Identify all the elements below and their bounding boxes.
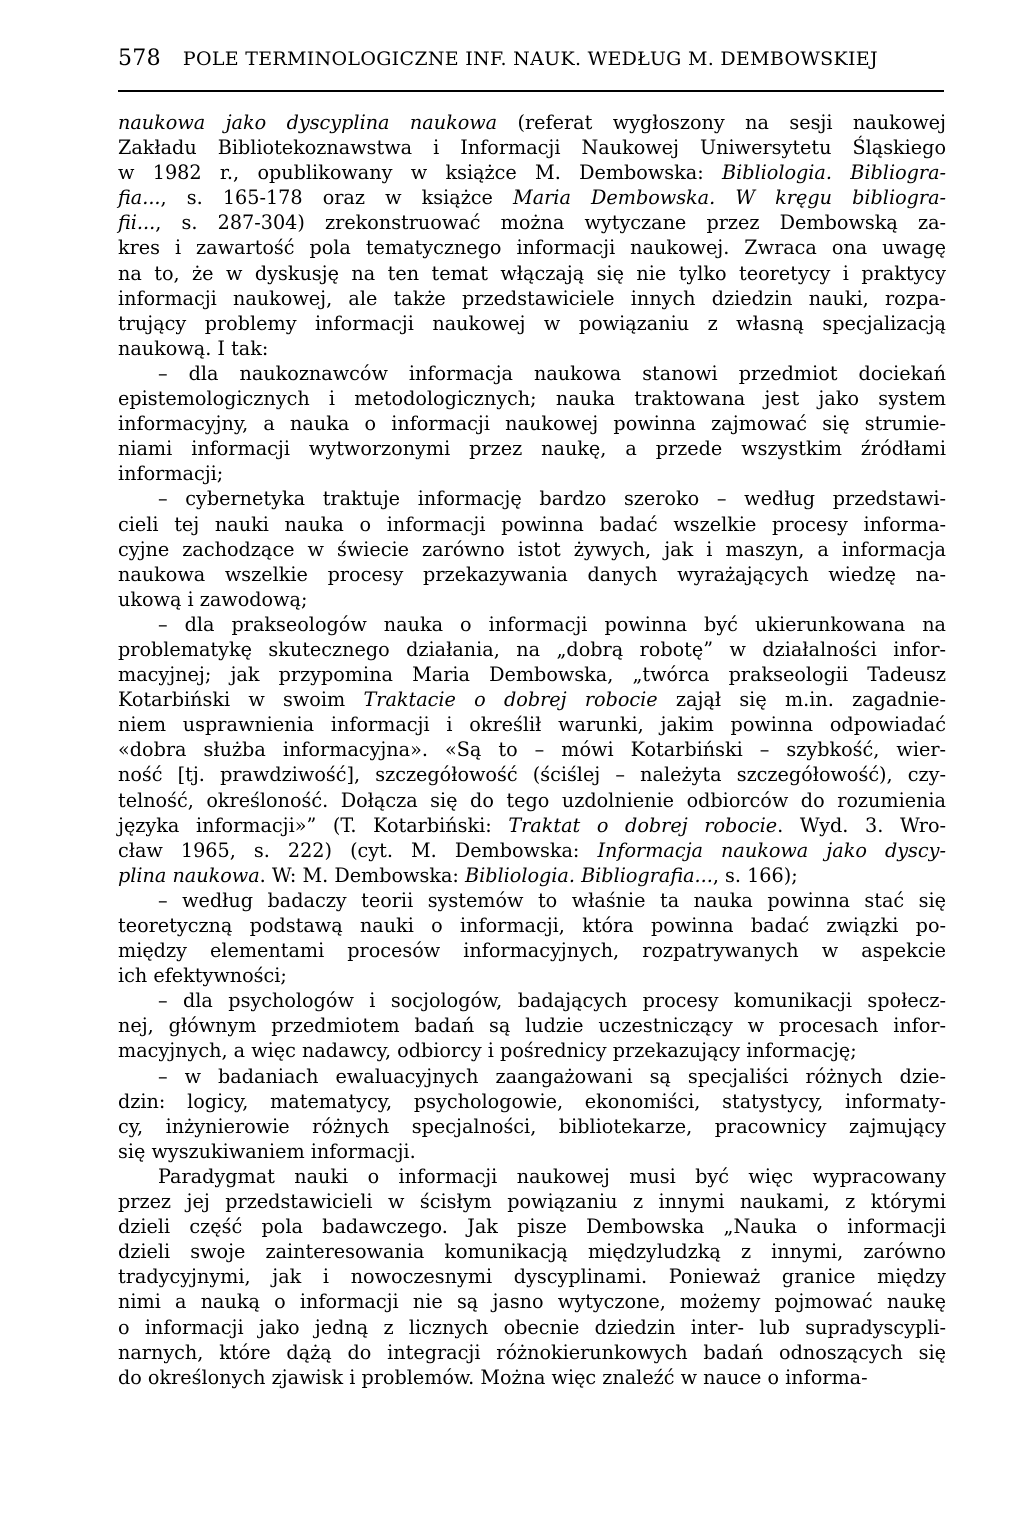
text-segment: (referat wygłoszony na sesji naukowej: [497, 111, 946, 134]
italic-text: naukowa jako dyscyplina naukowa: [118, 111, 498, 134]
text-segment: . W: M. Dembowska:: [259, 863, 465, 887]
body-text: [118, 110, 946, 1390]
text-line: [118, 110, 946, 135]
text-segment: – dla naukoznawców informacja naukowa stanowi przedmiot dociekań: [158, 361, 946, 385]
text-line: [118, 512, 946, 537]
text-line: [118, 1289, 946, 1314]
text-line: [118, 386, 946, 411]
text-line: [118, 286, 946, 311]
text-segment: «dobra służba informacyjna». «Są to – mówi Kotarbiński – szybkość, wier-: [118, 738, 946, 762]
text-line: [118, 762, 946, 787]
text-line: [118, 185, 946, 210]
italic-text: Bibliologia. Bibliografia...: [464, 863, 713, 887]
text-segment: dzin: logicy, matematycy, psychologowie, ekonomiści, statystycy, informaty-: [118, 1089, 946, 1113]
text-line: [118, 788, 946, 813]
text-line: [118, 963, 946, 988]
text-line: [118, 687, 946, 712]
text-segment: problematykę skutecznego działania, na „dobrą robotę” w działalności infor-: [118, 637, 946, 661]
text-line: [118, 1189, 946, 1214]
text-line: [118, 160, 946, 185]
text-segment: na to, że w dyskusję na ten temat włączają się nie tylko teoretycy i praktycy: [118, 261, 946, 285]
text-segment: niami informacji wytworzonymi przez naukę, a przede wszystkim źródłami: [118, 437, 946, 461]
italic-text: plina naukowa: [118, 863, 260, 887]
text-line: [118, 1239, 946, 1264]
text-line: [118, 537, 946, 562]
text-segment: macyjnych, a więc nadawcy, odbiorcy i pośrednicy przekazujący informację;: [118, 1039, 857, 1063]
text-segment: zajął się m.in. zagadnie-: [657, 688, 946, 712]
text-segment: . Wyd. 3. Wro-: [777, 813, 947, 837]
text-line: [118, 612, 946, 637]
text-segment: macyjnej; jak przypomina Maria Dembowska, „twórca prakseologii Tadeusz: [118, 663, 946, 687]
text-segment: dzieli część pola badawczego. Jak pisze Dembowska „Nauka o informacji: [118, 1215, 946, 1239]
text-segment: tradycyjnymi, jak i nowoczesnymi dyscyplinami. Ponieważ granice między: [118, 1265, 946, 1289]
text-segment: cieli tej nauki nauka o informacji powinna badać wszelkie procesy informa-: [118, 512, 946, 536]
text-segment: – dla prakseologów nauka o informacji powinna być ukierunkowana na: [158, 612, 946, 636]
header-rule: [118, 90, 944, 92]
text-segment: informacji naukowej, ale także przedstawiciele innych dziedzin nauki, rozpa-: [118, 286, 946, 310]
text-line: [118, 436, 946, 461]
text-segment: języka informacji»” (T. Kotarbiński:: [118, 813, 509, 837]
italic-text: Traktacie o dobrej robocie: [363, 688, 658, 712]
italic-text: fia...: [118, 186, 161, 210]
italic-text: Maria Dembowska. W kręgu bibliogra-: [513, 186, 947, 210]
text-segment: ukową i zawodową;: [118, 587, 308, 611]
text-line: [118, 1013, 946, 1038]
running-header: [118, 46, 944, 80]
text-line: [118, 1139, 946, 1164]
running-title: POLE TERMINOLOGICZNE INF. NAUK. WEDŁUG M. DEMBOWSKIEJ: [182, 48, 878, 70]
text-segment: Kotarbiński w swoim: [118, 688, 364, 712]
text-line: [118, 637, 946, 662]
text-line: [118, 888, 946, 913]
italic-text: Traktat o dobrej robocie: [508, 813, 778, 837]
text-segment: cyjne zachodzące w świecie zarówno istot żywych, jak i maszyn, a informacja: [118, 537, 946, 561]
text-segment: – dla psychologów i socjologów, badających procesy komunikacji społecz-: [158, 989, 946, 1013]
text-segment: niem usprawnienia informacji i określił warunki, jakim powinna odpowiadać: [118, 713, 946, 737]
text-segment: narnych, które dążą do integracji różnokierunkowych badań odnoszących się: [118, 1340, 946, 1364]
text-line: [118, 838, 946, 863]
text-segment: teoretyczną podstawą nauki o informacji, która powinna badać związki po-: [118, 914, 946, 937]
text-line: [118, 1340, 946, 1365]
text-line: [118, 235, 946, 260]
text-line: [118, 261, 946, 286]
text-segment: – według badaczy teorii systemów to właśnie ta nauka powinna stać się: [158, 888, 946, 912]
text-segment: w 1982 r., opublikowany w książce M. Dembowska:: [118, 161, 722, 185]
text-line: [118, 813, 946, 838]
text-segment: cław 1965, s. 222) (cyt. M. Dembowska:: [118, 838, 598, 862]
text-line: [118, 938, 946, 963]
text-line: [118, 737, 946, 762]
text-segment: Zakładu Bibliotekoznawstwa i Informacji Naukowej Uniwersytetu Śląskiego: [118, 136, 946, 160]
text-line: [118, 662, 946, 687]
text-segment: – cybernetyka traktuje informację bardzo szeroko – według przedstawi-: [158, 487, 946, 511]
text-segment: trujący problemy informacji naukowej w powiązaniu z własną specjalizacją: [118, 311, 946, 335]
italic-text: Bibliologia. Bibliogra-: [721, 161, 947, 185]
text-line: [118, 1315, 946, 1340]
text-segment: się wyszukiwaniem informacji.: [118, 1139, 416, 1163]
text-segment: telność, określoność. Dołącza się do tego uzdolnienie odbiorców do rozumienia: [118, 788, 946, 812]
text-segment: nimi a nauką o informacji nie są jasno wytyczone, możemy pojmować naukę: [118, 1290, 946, 1314]
text-segment: informacji;: [118, 462, 224, 486]
text-line: [118, 913, 946, 938]
text-line: [118, 1089, 946, 1114]
text-segment: naukową. I tak:: [118, 336, 269, 360]
text-line: [118, 1064, 946, 1089]
text-segment: , s. 165-178 oraz w książce: [160, 186, 514, 210]
text-segment: między elementami procesów informacyjnych, rozpatrywanych w aspekcie: [118, 939, 946, 963]
text-segment: dzieli swoje zainteresowania komunikacją międzyludzką z innymi, zarówno: [118, 1240, 946, 1264]
text-segment: – w badaniach ewaluacyjnych zaangażowani są specjaliści różnych dzie-: [158, 1064, 946, 1088]
text-segment: o informacji jako jedną z licznych obecnie dziedzin inter- lub supradyscypli-: [118, 1315, 946, 1339]
text-segment: naukowa wszelkie procesy przekazywania danych wyrażających wiedzę na-: [118, 562, 946, 586]
italic-text: fii...: [118, 211, 156, 235]
text-line: [118, 1164, 946, 1189]
text-segment: do określonych zjawisk i problemów. Można więc znaleźć w nauce o informa-: [118, 1365, 868, 1389]
text-line: [118, 587, 946, 612]
page-number: 578: [118, 46, 161, 71]
text-line: [118, 486, 946, 511]
text-line: [118, 1365, 946, 1390]
italic-text: Informacja naukowa jako dyscy-: [597, 838, 946, 862]
text-segment: ich efektywności;: [118, 964, 287, 988]
text-segment: kres i zawartość pola tematycznego informacji naukowej. Zwraca ona uwagę: [118, 236, 946, 260]
text-line: [118, 361, 946, 386]
text-line: [118, 336, 946, 361]
text-line: [118, 988, 946, 1013]
text-segment: , s. 166);: [712, 863, 798, 887]
text-line: [118, 1038, 946, 1063]
text-segment: przez jej przedstawicieli w ścisłym powiązaniu z innymi naukami, z którymi: [118, 1190, 946, 1214]
text-line: [118, 411, 946, 436]
text-line: [118, 1264, 946, 1289]
text-line: [118, 1214, 946, 1239]
text-segment: Paradygmat nauki o informacji naukowej musi być więc wypracowany: [158, 1164, 946, 1188]
text-segment: informacyjny, a nauka o informacji naukowej powinna zajmować się strumie-: [118, 412, 946, 436]
text-segment: epistemologicznych i metodologicznych; nauka traktowana jest jako system: [118, 387, 946, 411]
text-line: [118, 562, 946, 587]
text-line: [118, 863, 946, 888]
text-segment: nej, głównym przedmiotem badań są ludzie uczestniczący w procesach infor-: [118, 1014, 946, 1038]
text-line: [118, 210, 946, 235]
text-segment: , s. 287-304) zrekonstruować można wytyczane przez Dembowską za-: [155, 211, 946, 235]
text-line: [118, 461, 946, 486]
text-line: [118, 135, 946, 160]
text-line: [118, 311, 946, 336]
text-line: [118, 712, 946, 737]
text-segment: cy, inżynierowie różnych specjalności, bibliotekarze, pracownicy zajmujący: [118, 1114, 946, 1138]
text-segment: ność [tj. prawdziwość], szczegółowość (ściślej – należyta szczegółowość), czy-: [118, 763, 946, 787]
text-line: [118, 1114, 946, 1139]
